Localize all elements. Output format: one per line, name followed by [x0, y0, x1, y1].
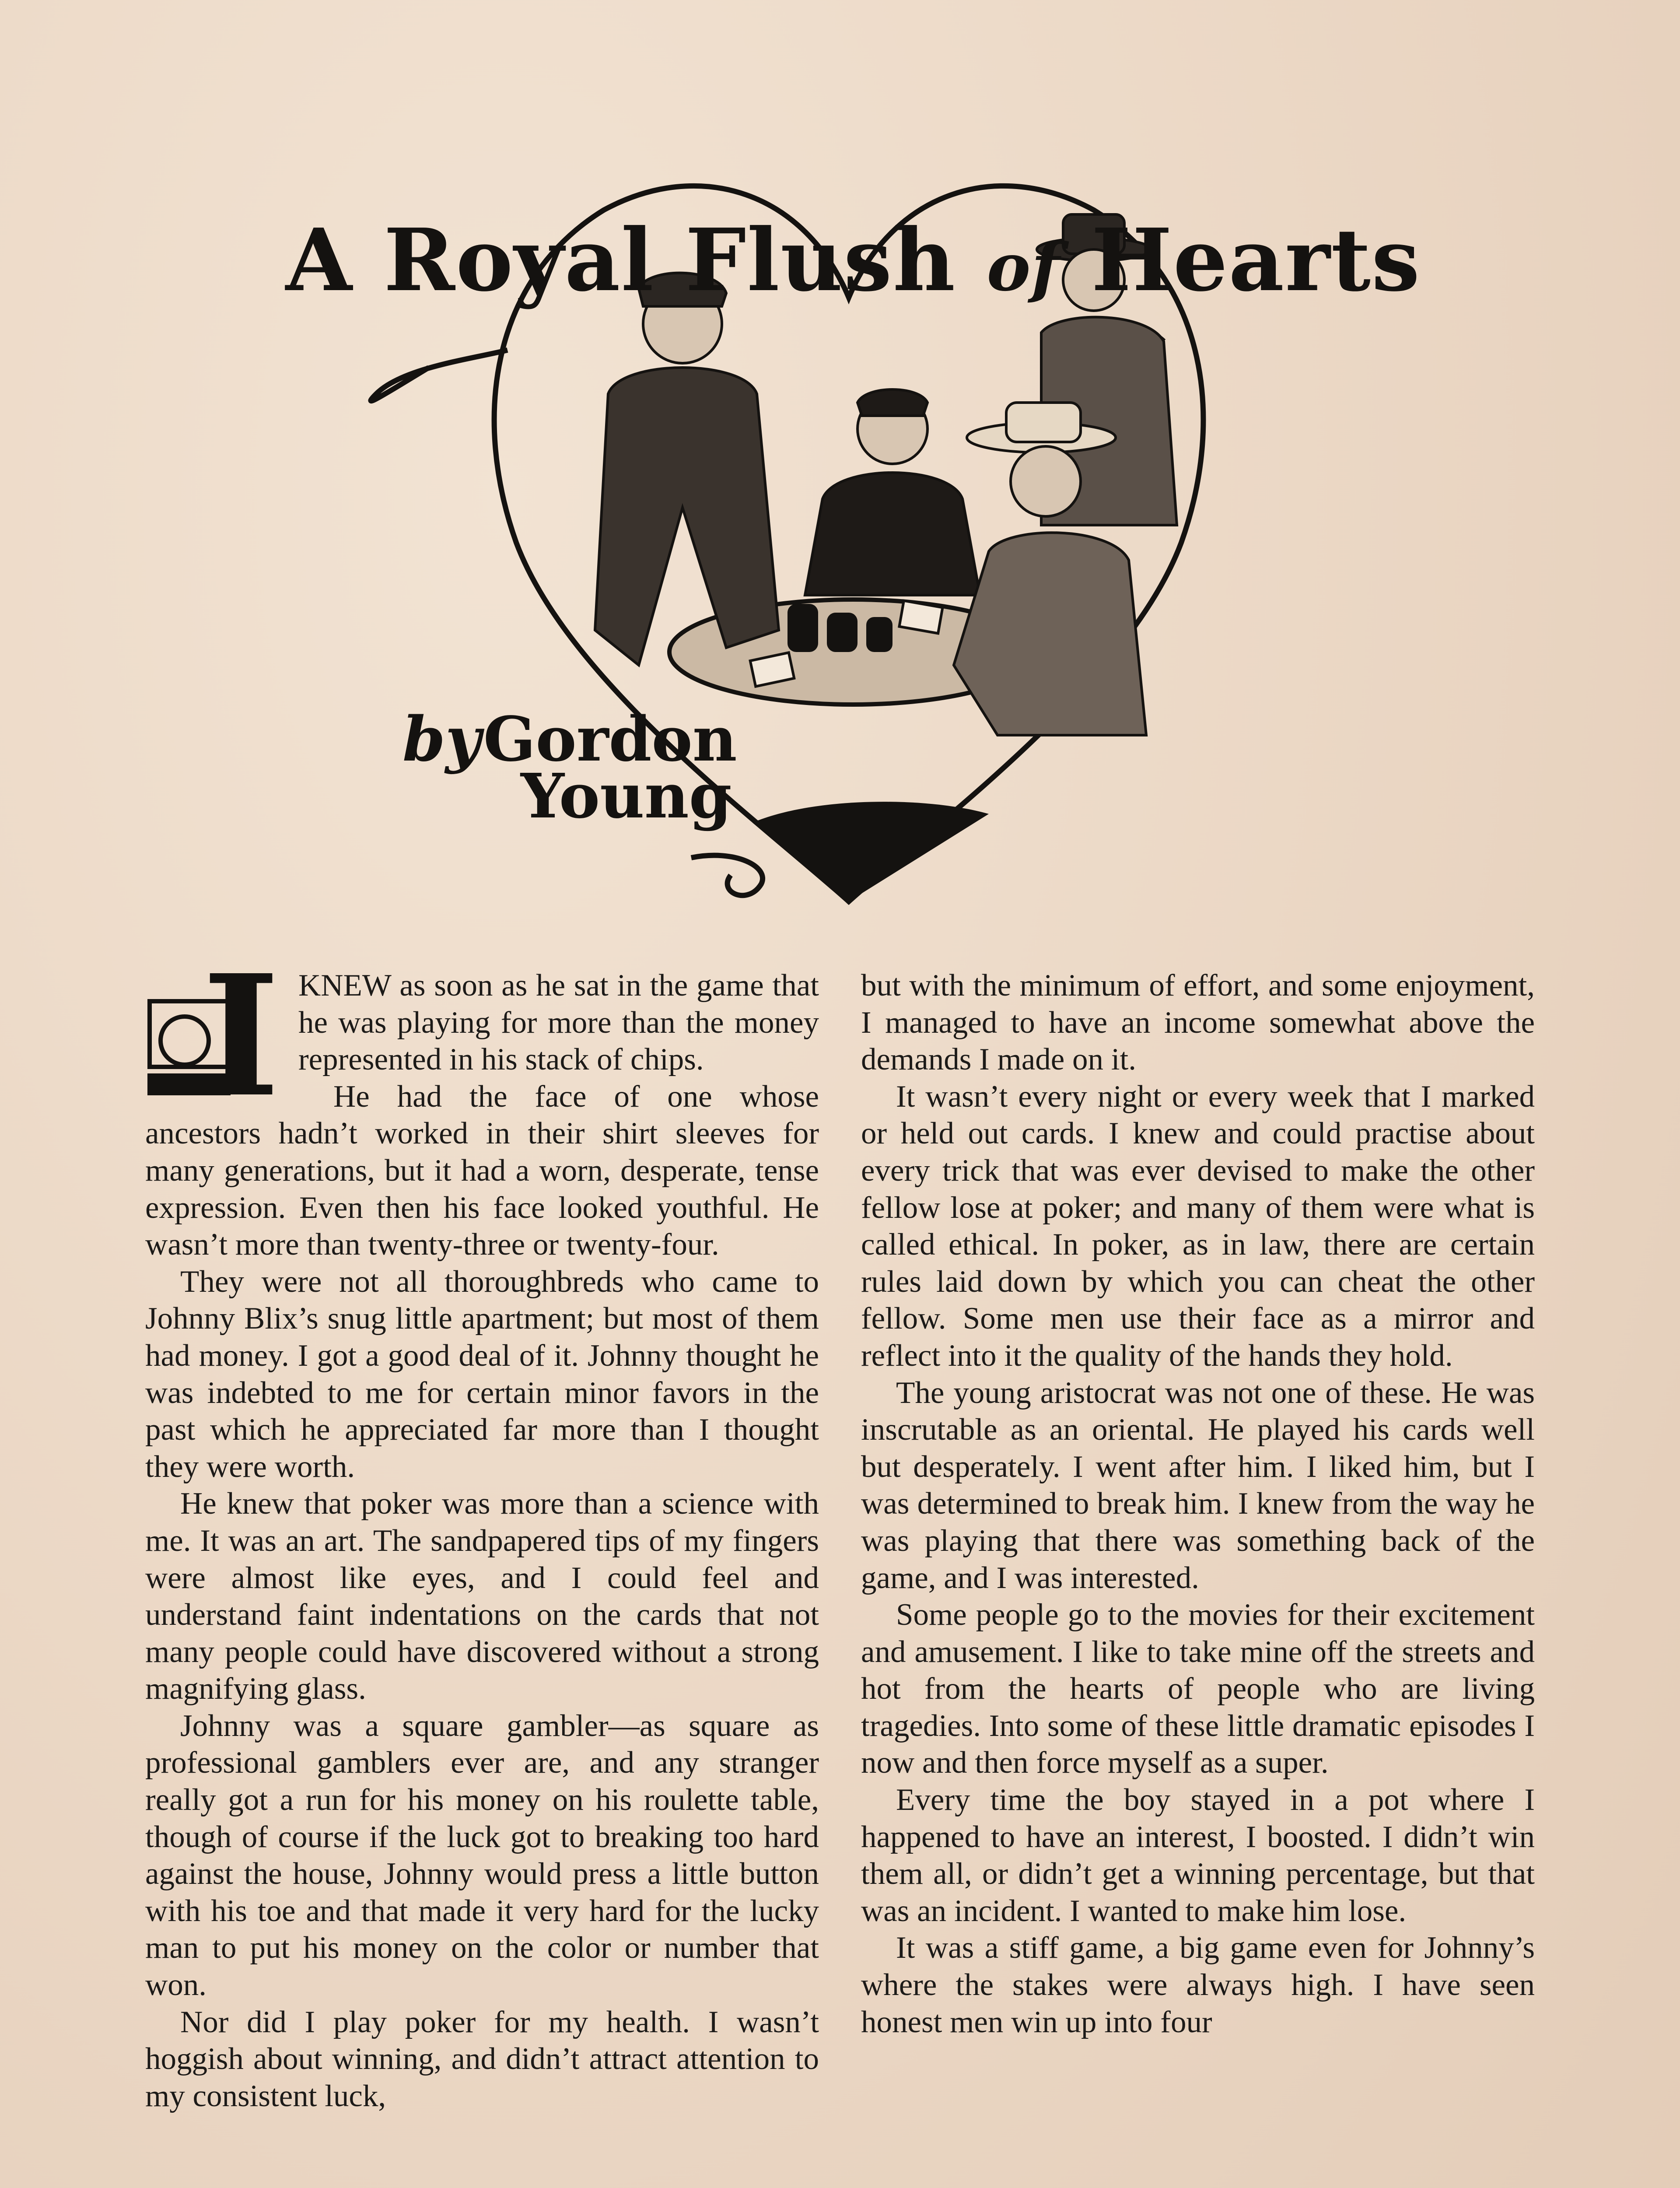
author-first-name: Gordon	[483, 704, 737, 775]
author-last-name: Young	[521, 761, 732, 832]
paragraph: Every time the boy stayed in a pot where I happened to have an interest, I boosted. I didn’t win them all, or didn’t get a winning percentage, but that was an incident. I wanted to make him lose.	[861, 1783, 1535, 1928]
paragraph: but with the minimum of effort, and some enjoyment, I managed to have an income somewhat above the demands I made on it.	[861, 968, 1535, 1077]
paragraph: They were not all thoroughbreds who came to Johnny Blix’s snug little apartment; but most of them had money. I got a good deal of it. Johnny thought he was indebted to me for certain minor favors in the past which he appreciated far more than I thought they were worth.	[145, 1264, 819, 1484]
paragraph: The young aristocrat was not one of these. He was inscrutable as an oriental. He played his cards well but desperately. I went after him. I liked him, but I was determined to break him. I knew from the way he was playing that there was something back of the game, and I was interested.	[861, 1375, 1535, 1595]
byline	[402, 704, 796, 832]
text-column-right	[861, 967, 1535, 2041]
text-column-left	[145, 938, 819, 2114]
paragraph: He had the face of one whose ancestors hadn’t worked in their shirt sleeves for many generations, but it had a worn, desperate, tense expression. Even then his face looked youthful. He wasn’t more than twenty-three or twenty-four.	[145, 1079, 819, 1262]
byline-by: by	[402, 704, 481, 775]
drop-cap	[145, 938, 290, 1134]
paragraph: Johnny was a square gambler—as square as professional gamblers ever are, and any stranger really got a run for his money on his roulette table, though of course if the luck got to breaking too hard against the house, Johnny would press a little button with his toe and that made it very hard for the lucky man to put his money on the color or number that won.	[145, 1708, 819, 2002]
title-flourish	[371, 350, 508, 401]
title-main: A Royal Flush	[285, 210, 987, 311]
paragraph: It was a stiff game, a big game even for Johnny’s where the stakes were always high. I have seen honest men win up into four	[861, 1931, 1535, 2039]
story-title	[262, 210, 1444, 311]
drop-cap-letter: I	[202, 938, 280, 1134]
title-of: of	[987, 229, 1060, 306]
paragraph: KNEW as soon as he sat in the game that he was playing for more than the money represented in his stack of chips.	[298, 968, 819, 1077]
player-seated-center	[805, 389, 980, 595]
paragraph: Some people go to the movies for their excitement and amusement. I like to take mine off the streets and hot from the hearts of people who are living tragedies. Into some of these little dramatic episodes I now and then force myself as a super.	[861, 1598, 1535, 1780]
title-end: Hearts	[1060, 210, 1421, 311]
player-standing-left	[595, 273, 779, 665]
paragraph: He knew that poker was more than a science with me. It was an art. The sandpapered tips of my fingers were almost like eyes, and I could feel and understand faint indentations on the cards that not many people could have discovered without a strong magnifying glass.	[145, 1487, 819, 1706]
paragraph: It wasn’t every night or every week that I marked or held out cards. I knew and could practise about every trick that was ever devised to make the other fellow lose at poker; and many of them were what is called ethical. In poker, as in law, there are certain rules laid down by which you can cheat the other fellow. Some men use their face as a mirror and reflect into it the quality of the hands they hold.	[861, 1079, 1535, 1373]
paragraph: Nor did I play poker for my health. I wasn’t hoggish about winning, and didn’t attract attention to my consistent luck,	[145, 2005, 819, 2113]
